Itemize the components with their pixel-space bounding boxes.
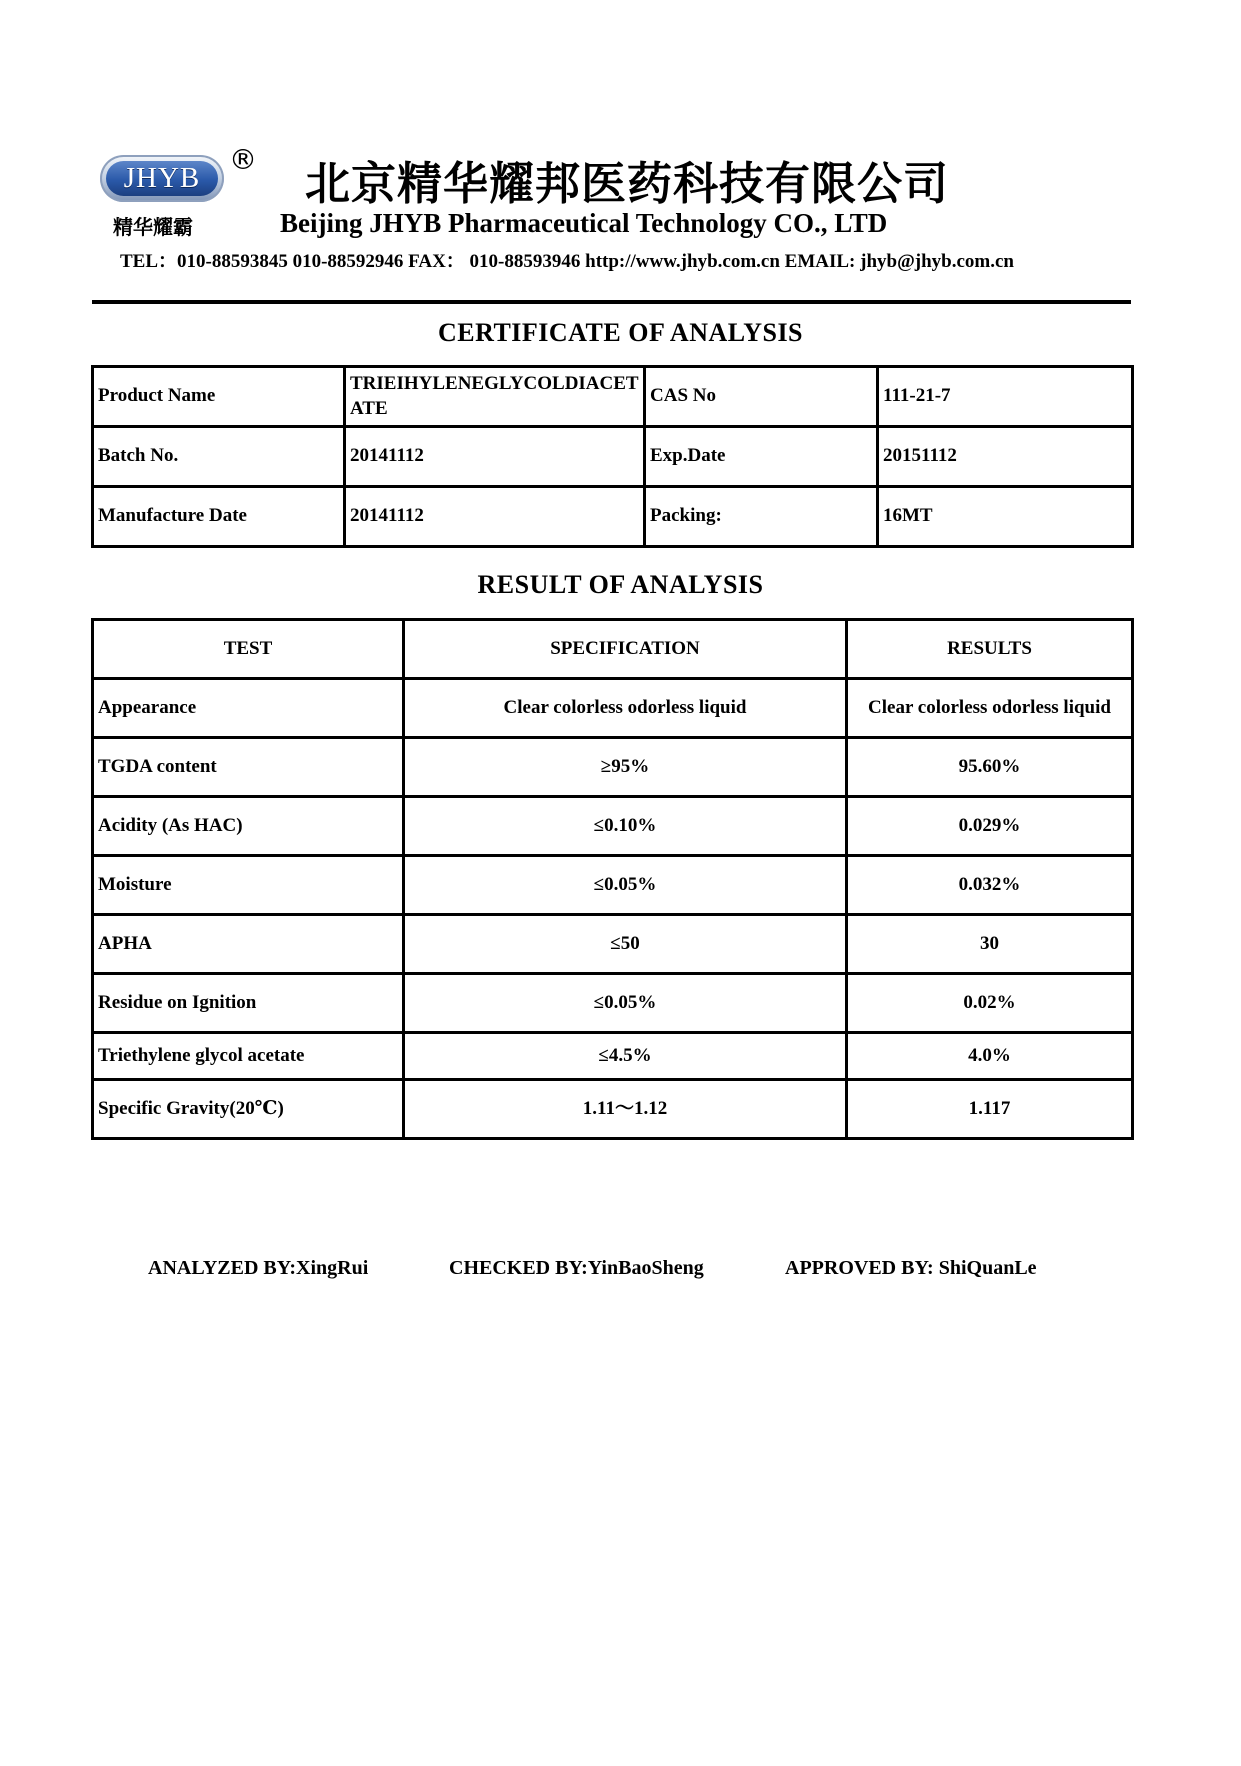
test-result: Clear colorless odorless liquid xyxy=(847,679,1133,738)
product-name-label: Product Name xyxy=(93,367,345,427)
test-spec: ≤50 xyxy=(404,915,847,974)
test-name: APHA xyxy=(93,915,404,974)
test-result: 95.60% xyxy=(847,738,1133,797)
company-name-cn: 北京精华耀邦医药科技有限公司 xyxy=(305,157,950,210)
header-specification: SPECIFICATION xyxy=(404,620,847,679)
table-row xyxy=(93,487,1133,547)
analyzed-by: ANALYZED BY:XingRui xyxy=(148,1257,369,1279)
batch-no-label: Batch No. xyxy=(93,427,345,487)
test-result: 1.117 xyxy=(847,1080,1133,1139)
test-name: Triethylene glycol acetate xyxy=(93,1033,404,1080)
test-result: 0.02% xyxy=(847,974,1133,1033)
result-table xyxy=(91,618,1134,1140)
test-name: Specific Gravity(20℃) xyxy=(93,1080,404,1139)
header-test: TEST xyxy=(93,620,404,679)
test-spec: ≤4.5% xyxy=(404,1033,847,1080)
checked-by: CHECKED BY:YinBaoSheng xyxy=(449,1257,704,1279)
test-name: TGDA content xyxy=(93,738,404,797)
table-row xyxy=(93,367,1133,427)
manufacture-date-label: Manufacture Date xyxy=(93,487,345,547)
test-spec: 1.11～1.12 xyxy=(404,1080,847,1139)
table-row xyxy=(93,738,1133,797)
table-row xyxy=(93,427,1133,487)
test-spec: Clear colorless odorless liquid xyxy=(404,679,847,738)
packing-label: Packing: xyxy=(645,487,878,547)
table-row xyxy=(93,974,1133,1033)
product-name-value xyxy=(345,367,645,427)
cas-no-value: 111-21-7 xyxy=(878,367,1133,427)
table-row xyxy=(93,915,1133,974)
product-name-text: TRIEIHYLENEGLYCOLDIACETATE xyxy=(350,372,639,419)
exp-date-value: 20151112 xyxy=(878,427,1133,487)
test-spec: ≤0.10% xyxy=(404,797,847,856)
test-name: Residue on Ignition xyxy=(93,974,404,1033)
table-row xyxy=(93,856,1133,915)
registered-mark: ® xyxy=(229,143,257,176)
test-spec: ≤0.05% xyxy=(404,974,847,1033)
test-name: Appearance xyxy=(93,679,404,738)
test-spec: ≤0.05% xyxy=(404,856,847,915)
approved-by: APPROVED BY: ShiQuanLe xyxy=(785,1257,1037,1279)
table-row xyxy=(93,797,1133,856)
certificate-title: CERTIFICATE OF ANALYSIS xyxy=(437,318,804,347)
table-row xyxy=(93,1080,1133,1139)
manufacture-date-value: 20141112 xyxy=(345,487,645,547)
test-result: 4.0% xyxy=(847,1033,1133,1080)
test-result: 0.029% xyxy=(847,797,1133,856)
header-divider xyxy=(92,300,1131,304)
logo-text: JHYB xyxy=(123,162,201,194)
contact-line: TEL：010-88593845 010-88592946 FAX： 010-88593946 http://www.jhyb.com.cn EMAIL: jhyb@jhyb.com.cn xyxy=(120,251,1014,272)
batch-no-value: 20141112 xyxy=(345,427,645,487)
test-result: 30 xyxy=(847,915,1133,974)
table-header-row xyxy=(93,620,1133,679)
table-row xyxy=(93,1033,1133,1080)
company-name-en: Beijing JHYB Pharmaceutical Technology CO., LTD xyxy=(280,208,888,238)
test-name: Moisture xyxy=(93,856,404,915)
header-results: RESULTS xyxy=(847,620,1133,679)
cas-no-label: CAS No xyxy=(645,367,878,427)
packing-value: 16MT xyxy=(878,487,1133,547)
exp-date-label: Exp.Date xyxy=(645,427,878,487)
table-row xyxy=(93,679,1133,738)
test-result: 0.032% xyxy=(847,856,1133,915)
logo-subtitle: 精华耀霸 xyxy=(113,215,193,239)
test-spec: ≥95% xyxy=(404,738,847,797)
result-title: RESULT OF ANALYSIS xyxy=(477,570,764,599)
test-name: Acidity (As HAC) xyxy=(93,797,404,856)
product-info-table xyxy=(91,365,1134,548)
